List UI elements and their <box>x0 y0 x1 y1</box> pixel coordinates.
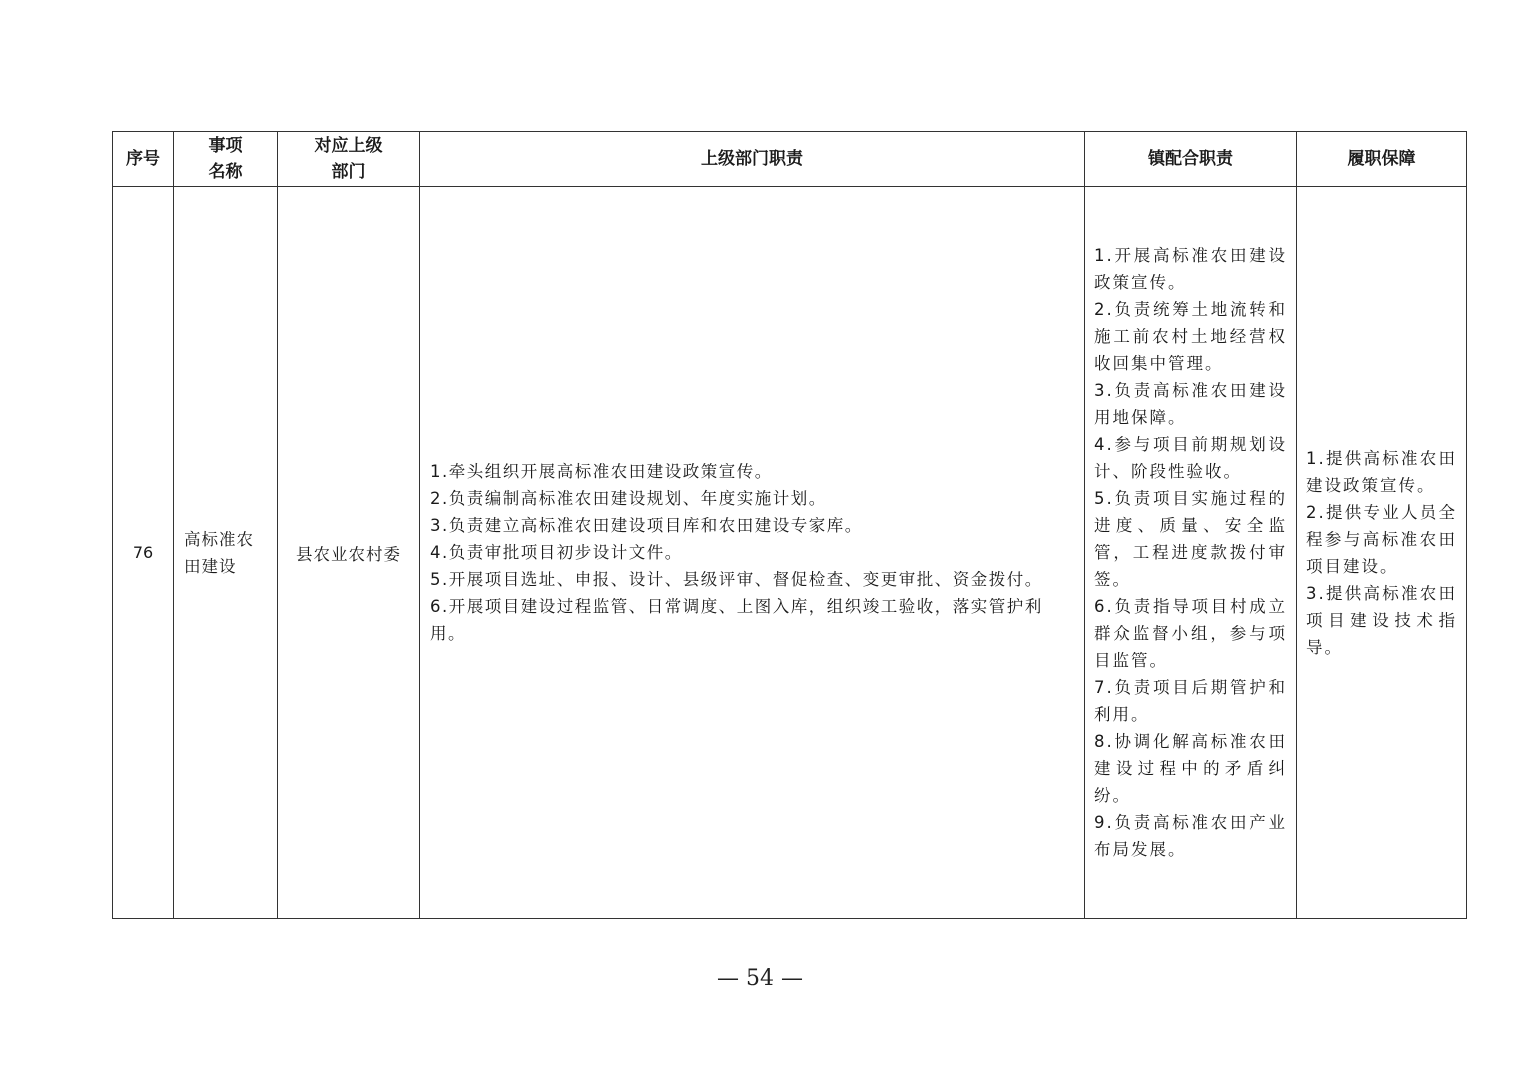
upper-duty-item: 3.负责建立高标准农田建设项目库和农田建设专家库。 <box>430 516 863 535</box>
town-duty-item: 9.负责高标准农田产业布局发展。 <box>1094 813 1287 859</box>
header-town-duties: 镇配合职责 <box>1085 132 1297 187</box>
guarantee-item: 1.提供高标准农田建设政策宣传。 <box>1306 448 1457 495</box>
header-upper-dept-line: 部门 <box>331 162 366 182</box>
header-upper-dept <box>278 132 420 187</box>
responsibility-table <box>112 131 1467 919</box>
item-name-line: 田建设 <box>184 556 237 576</box>
town-duty-item: 5.负责项目实施过程的进度、质量、安全监管，工程进度款拨付审签。 <box>1094 489 1287 589</box>
upper-duty-item: 4.负责审批项目初步设计文件。 <box>430 543 683 562</box>
town-duty-item: 3.负责高标准农田建设用地保障。 <box>1094 381 1287 427</box>
upper-duty-item: 1.牵头组织开展高标准农田建设政策宣传。 <box>430 462 773 481</box>
upper-duty-item: 2.负责编制高标准农田建设规划、年度实施计划。 <box>430 489 827 508</box>
header-item-name-line: 事项 <box>208 136 243 156</box>
header-upper-duties: 上级部门职责 <box>420 132 1085 187</box>
page-number: — 54 — <box>717 966 803 991</box>
cell-seq: 76 <box>113 187 174 919</box>
town-duty-item: 7.负责项目后期管护和利用。 <box>1094 678 1287 724</box>
item-name-line: 高标准农 <box>184 529 254 549</box>
guarantee-item: 3.提供高标准农田项目建设技术指导。 <box>1306 583 1457 657</box>
header-seq: 序号 <box>113 132 174 187</box>
cell-item-name <box>174 187 278 919</box>
town-duty-item: 6.负责指导项目村成立群众监督小组，参与项目监管。 <box>1094 597 1287 670</box>
header-item-name <box>174 132 278 187</box>
upper-duty-item: 6.开展项目建设过程监管、日常调度、上图入库，组织竣工验收，落实管护利用。 <box>430 597 1043 643</box>
town-duty-item: 2.负责统筹土地流转和施工前农村土地经营权收回集中管理。 <box>1094 300 1287 373</box>
header-item-name-line: 名称 <box>208 162 243 182</box>
town-duty-item: 4.参与项目前期规划设计、阶段性验收。 <box>1094 435 1287 481</box>
header-upper-dept-line: 对应上级 <box>314 136 383 156</box>
cell-upper-duties <box>420 187 1085 919</box>
header-guarantee: 履职保障 <box>1297 132 1467 187</box>
table-header-row <box>113 132 1467 187</box>
cell-upper-dept: 县农业农村委 <box>278 187 420 919</box>
upper-duty-item: 5.开展项目选址、申报、设计、县级评审、督促检查、变更审批、资金拨付。 <box>430 570 1043 589</box>
town-duty-item: 8.协调化解高标准农田建设过程中的矛盾纠纷。 <box>1094 732 1287 805</box>
town-duty-item: 1.开展高标准农田建设政策宣传。 <box>1094 246 1287 292</box>
guarantee-item: 2.提供专业人员全程参与高标准农田项目建设。 <box>1306 502 1457 576</box>
cell-town-duties <box>1085 187 1297 919</box>
cell-guarantee <box>1297 187 1467 919</box>
table-row <box>113 187 1467 919</box>
